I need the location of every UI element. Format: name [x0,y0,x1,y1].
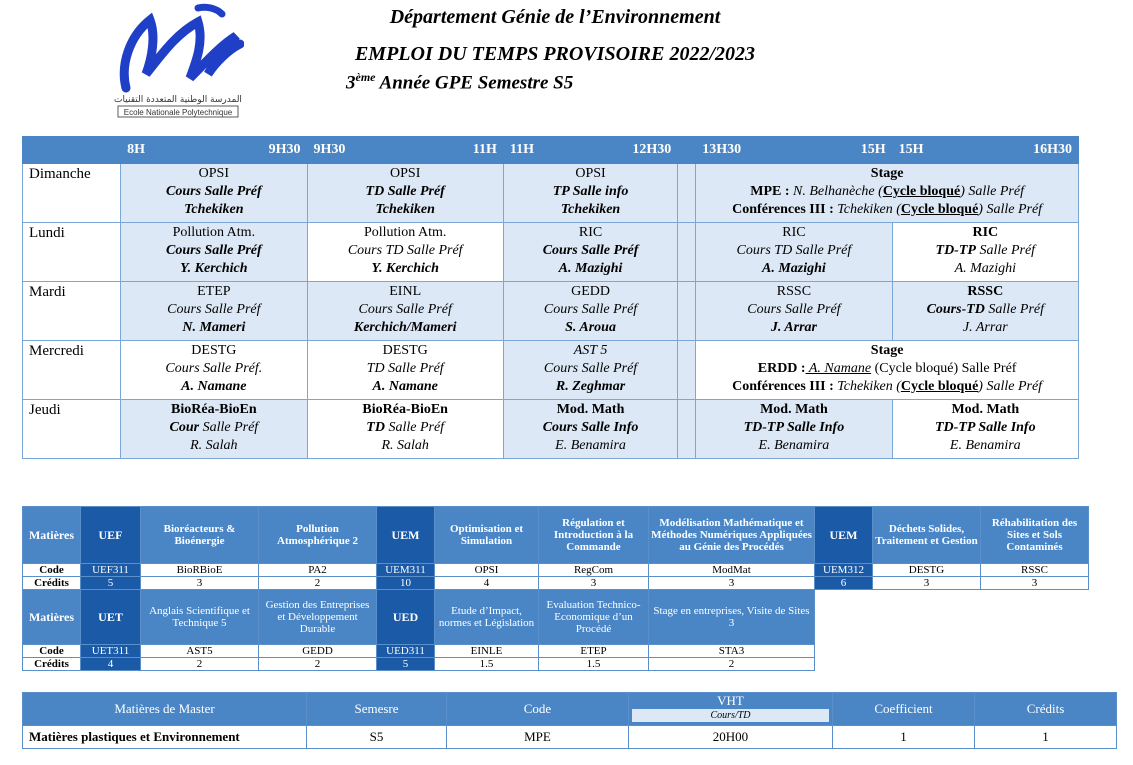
subject-name: Gestion des Entreprises et Développement Durable [259,590,377,645]
code-row-1: Code UEF311 BioRBioE PA2 UEM311 OPSI RegCom ModMat UEM312 DESTG RSSC [23,564,1089,577]
session-cell: RIC Cours TD Salle Préf A. Mazighi [696,223,892,282]
year-semester: 3ème Année GPE Semestre S5 [346,70,574,94]
session-cell: Mod. Math TD-TP Salle Info E. Benamira [892,400,1078,459]
session-cell: GEDD Cours Salle Préf S. Aroua [503,282,677,341]
time-label: 9H30 [313,142,346,157]
time-label: 11H [472,142,497,157]
master-table [22,692,1117,749]
unit-cell: UED [377,590,435,645]
day-label: Mardi [23,282,121,341]
timetable [22,136,1079,459]
unit-cell: UET [81,590,141,645]
session-cell: Mod. Math Cours Salle Info E. Benamira [503,400,677,459]
subject-name: Etude d’Impact, normes et Législation [435,590,539,645]
day-row-jeudi [23,400,1079,459]
subjects-header-row-1 [23,507,1089,564]
schedule-title: EMPLOI DU TEMPS PROVISOIRE 2022/2023 [354,43,756,65]
session-cell: BioRéa-BioEn Cour Salle Préf R. Salah [121,400,307,459]
label-matieres: Matières [23,590,81,645]
subject-name: Déchets Solides, Traitement et Gestion [873,507,981,564]
subject-name: Bioréacteurs & Bioénergie [141,507,259,564]
time-label: 8H [127,142,146,157]
session-cell: RSSC Cours Salle Préf J. Arrar [696,282,892,341]
unit-cell: UEF [81,507,141,564]
svg-text:المدرسة الوطنية المتعددة التقن: المدرسة الوطنية المتعددة التقنيات [114,95,242,105]
session-cell: OPSI Cours Salle Préf Tchekiken [121,164,307,223]
subjects-header-row-2 [23,590,1089,645]
stage-cell: Stage MPE : N. Belhanèche (Cycle bloqué) Salle Préf Conférences III : Tchekiken (Cycle bloqué) Salle Préf [696,164,1079,223]
session-cell: AST 5 Cours Salle Préf R. Zeghmar [503,341,677,400]
subject-name: Réhabilitation des Sites et Sols Contaminés [981,507,1089,564]
time-label: 15H [898,142,924,157]
subject-name: Régulation et Introduction à la Commande [539,507,649,564]
session-cell: OPSI TD Salle Préf Tchekiken [307,164,503,223]
session-cell: Mod. Math TD-TP Salle Info E. Benamira [696,400,892,459]
session-cell: DESTG Cours Salle Préf. A. Namane [121,341,307,400]
subject-name: Optimisation et Simulation [435,507,539,564]
subject-name: Modélisation Mathématique et Méthodes Numériques Appliquées au Génie des Procédés [649,507,815,564]
session-cell: RIC Cours Salle Préf A. Mazighi [503,223,677,282]
time-label: 11H [509,142,534,157]
svg-text:Ecole Nationale Polytechnique: Ecole Nationale Polytechnique [123,108,233,117]
time-header-row [23,137,1079,164]
subject-name: Evaluation Technico-Economique d’un Procédé [539,590,649,645]
unit-cell: UEM [815,507,873,564]
master-data-row: Matières plastiques et Environnement S5 MPE 20H00 1 1 [23,726,1117,749]
day-label: Mercredi [23,341,121,400]
label-credits: Crédits [23,577,81,590]
ecole-polytechnique-logo [112,2,244,122]
day-row-mercredi [23,341,1079,400]
credits-row-2: Crédits 4 2 2 5 1.5 1.5 2 [23,658,1089,671]
session-cell: EINL Cours Salle Préf Kerchich/Mameri [307,282,503,341]
day-label: Jeudi [23,400,121,459]
subject-name: Pollution Atmosphérique 2 [259,507,377,564]
session-cell: ETEP Cours Salle Préf N. Mameri [121,282,307,341]
label-matieres: Matières [23,507,81,564]
code-row-2: Code UET311 AST5 GEDD UED311 EINLE ETEP STA3 [23,645,1089,658]
credits-row-1: Crédits 5 3 2 10 4 3 3 6 3 3 [23,577,1089,590]
subject-name: Anglais Scientifique et Technique 5 [141,590,259,645]
day-row-dimanche [23,164,1079,223]
time-label: 13H30 [702,142,742,157]
master-header-row: Matières de Master Semesre Code VHT Cours/TD Coefficient Crédits [23,693,1117,726]
label-code: Code [23,564,81,577]
time-label: 15H [860,142,886,157]
session-cell: RSSC Cours-TD Salle Préf J. Arrar [892,282,1078,341]
session-cell: BioRéa-BioEn TD Salle Préf R. Salah [307,400,503,459]
subjects-table [22,506,1089,671]
session-cell: Pollution Atm. Cours Salle Préf Y. Kerchich [121,223,307,282]
day-row-lundi [23,223,1079,282]
session-cell: OPSI TP Salle info Tchekiken [503,164,677,223]
day-row-mardi [23,282,1079,341]
day-label: Lundi [23,223,121,282]
session-cell: RIC TD-TP Salle Préf A. Mazighi [892,223,1078,282]
time-label: 9H30 [268,142,301,157]
session-cell: Pollution Atm. Cours TD Salle Préf Y. Kerchich [307,223,503,282]
day-label: Dimanche [23,164,121,223]
department-title: Département Génie de l’Environnement [389,6,721,28]
subject-name: Stage en entreprises, Visite de Sites 3 [649,590,815,645]
stage-cell: Stage ERDD : A. Namane (Cycle bloqué) Salle Préf Conférences III : Tchekiken (Cycle bloqué) Salle Préf [696,341,1079,400]
time-label: 12H30 [632,142,672,157]
time-label: 16H30 [1033,142,1072,157]
session-cell: DESTG TD Salle Préf A. Namane [307,341,503,400]
unit-cell: UEM [377,507,435,564]
